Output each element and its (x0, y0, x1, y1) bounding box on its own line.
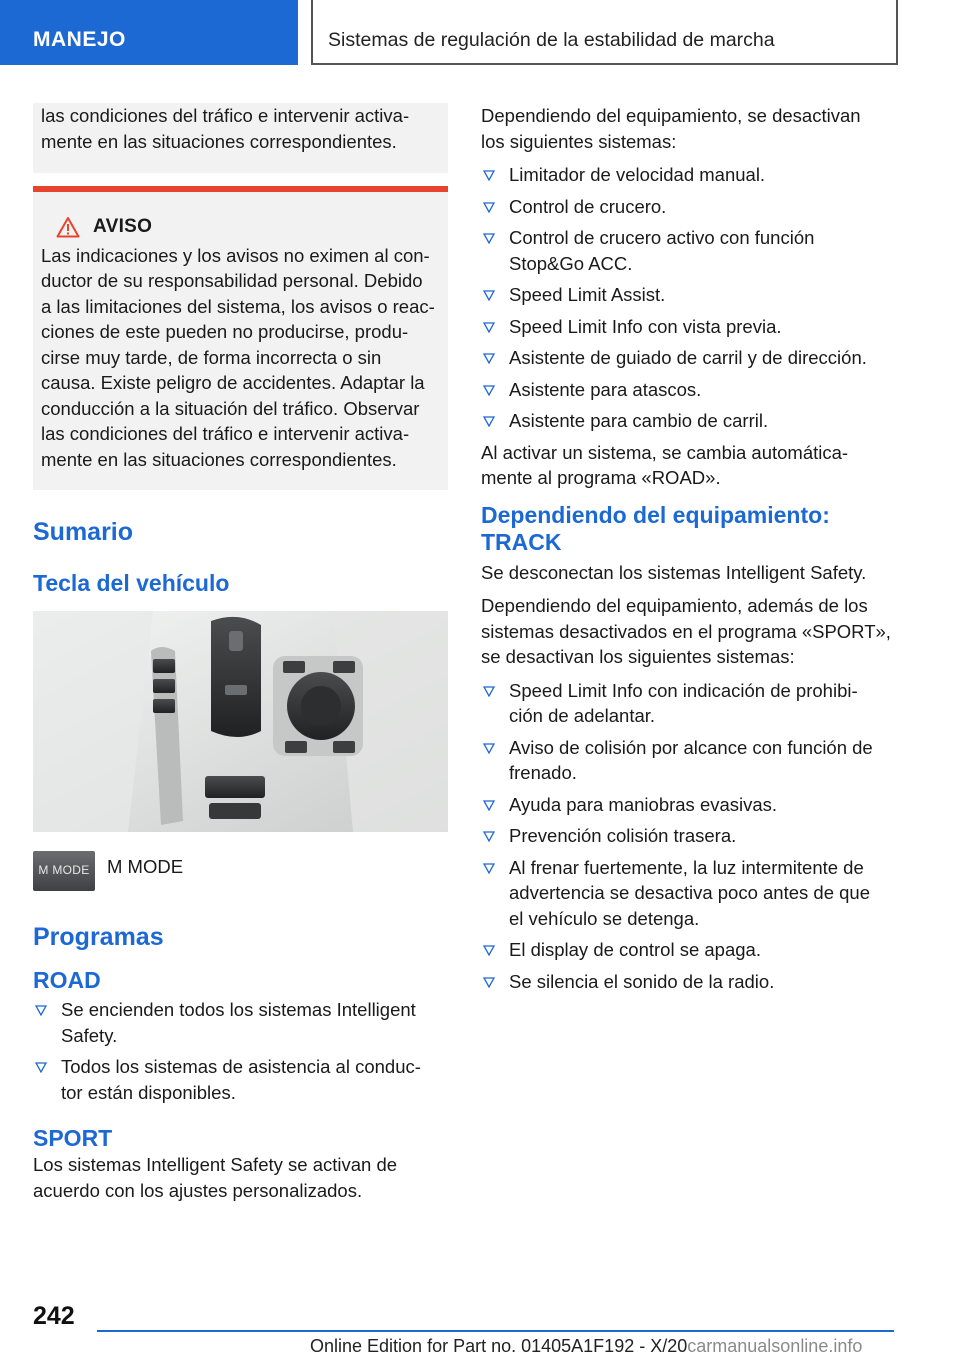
intro-paragraph (481, 103, 901, 154)
heading-track-line: TRACK (481, 528, 562, 555)
bullet-triangle-icon (35, 1062, 47, 1073)
center-console-illustration (33, 611, 448, 832)
warning-line: mente en las situaciones correspondientes. (41, 448, 397, 470)
bullet-triangle-icon (483, 863, 495, 874)
bullet-triangle-icon (483, 743, 495, 754)
warning-box (33, 186, 448, 490)
list-item-line: Control de crucero. (509, 195, 667, 217)
list-item-line: Asistente para atascos. (509, 378, 702, 400)
list-item (481, 377, 901, 403)
header-section-tab (0, 0, 298, 65)
heading-programas: Programas (33, 923, 164, 951)
warning-line: a las limitaciones del sistema, los avisos o reac- (41, 295, 435, 317)
list-item (481, 937, 901, 963)
bullet-triangle-icon (483, 353, 495, 364)
warning-line: cirse muy tarde, de forma incorrecta o sin (41, 346, 382, 368)
list-item (481, 855, 901, 932)
continued-line: las condiciones del tráfico e intervenir activa- (41, 105, 410, 126)
center-console-photo (33, 611, 448, 832)
continued-line: mente en las situaciones correspondientes. (41, 130, 397, 152)
warning-title-row (56, 214, 440, 240)
list-item-line: Asistente para cambio de carril. (509, 410, 769, 431)
track-p2-line: Dependiendo del equipamiento, además de los (481, 595, 868, 616)
list-item-line: Todos los sistemas de asistencia al conduc- (61, 1056, 421, 1077)
track-list (481, 678, 901, 995)
bullet-triangle-icon (483, 831, 495, 842)
bullet-triangle-icon (483, 800, 495, 811)
list-item-line: Speed Limit Info con vista previa. (509, 315, 782, 337)
list-item-line: El display de control se apaga. (509, 939, 761, 960)
track-paragraph-1: Se desconectan los sistemas Intelligent Safety. (481, 561, 867, 583)
list-item-line: Prevención colisión trasera. (509, 825, 737, 846)
bullet-triangle-icon (483, 385, 495, 396)
list-item (33, 1054, 448, 1105)
list-item-line: Se silencia el sonido de la radio. (509, 970, 775, 992)
list-item-line: frenado. (509, 762, 577, 783)
mmode-button-text: M MODE (38, 863, 90, 878)
list-item (481, 282, 901, 308)
list-item (481, 408, 901, 434)
list-item (481, 314, 901, 340)
list-item (481, 194, 901, 220)
track-p2-line: sistemas desactivados en el programa «SPORT», (481, 620, 891, 642)
list-item-line: Speed Limit Assist. (509, 284, 666, 305)
header-section-label: MANEJO (33, 28, 126, 51)
track-p2-line: se desactivan los siguientes sistemas: (481, 646, 795, 667)
heading-road: ROAD (33, 967, 101, 993)
heading-sumario: Sumario (33, 518, 134, 546)
list-item (481, 969, 901, 995)
list-item-line: Stop&Go ACC. (509, 252, 633, 274)
sport-text (33, 1152, 448, 1203)
list-item-line: Safety. (61, 1024, 118, 1046)
list-item (481, 162, 901, 188)
heading-track (481, 502, 901, 556)
bullet-triangle-icon (483, 945, 495, 956)
mmode-button-icon (33, 851, 95, 891)
bullet-triangle-icon (35, 1005, 47, 1016)
bullet-triangle-icon (483, 170, 495, 181)
header-title-box (311, 0, 898, 65)
sport-line: Los sistemas Intelligent Safety se activan de (33, 1154, 398, 1175)
list-item (33, 997, 448, 1048)
warning-line: ciones de este pueden no producirse, produ- (41, 321, 409, 342)
bullet-triangle-icon (483, 416, 495, 427)
bullet-triangle-icon (483, 290, 495, 301)
mmode-row (33, 851, 448, 891)
warning-triangle-icon (56, 216, 80, 238)
track-paragraph-2 (481, 593, 901, 670)
road-list (33, 997, 448, 1105)
footer-watermark: carmanualsonline.info (687, 1336, 863, 1356)
bullet-triangle-icon (483, 202, 495, 213)
bullet-triangle-icon (483, 686, 495, 697)
bullet-triangle-icon (483, 233, 495, 244)
footer-edition-text: Online Edition for Part no. 01405A1F192 - X/20 (310, 1336, 688, 1356)
mmode-label: M MODE (107, 856, 184, 877)
warning-line: Las indicaciones y los avisos no eximen al con- (41, 244, 430, 266)
list-item (481, 678, 901, 729)
intro-line: Dependiendo del equipamiento, se desactivan (481, 105, 861, 126)
bullet-triangle-icon (483, 977, 495, 988)
activate-line: Al activar un sistema, se cambia automática- (481, 441, 849, 463)
list-item-line: ción de adelantar. (509, 705, 656, 726)
heading-sport: SPORT (33, 1125, 113, 1151)
list-item-line: advertencia se desactiva poco antes de que (509, 882, 870, 903)
activate-line: mente al programa «ROAD». (481, 467, 721, 488)
list-item (481, 225, 901, 276)
list-item-line: el vehículo se detenga. (509, 907, 700, 929)
sport-line: acuerdo con los ajustes personalizados. (33, 1179, 363, 1201)
heading-tecla-vehiculo: Tecla del vehículo (33, 570, 230, 596)
list-item-line: Limitador de velocidad manual. (509, 164, 766, 185)
bullet-triangle-icon (483, 322, 495, 333)
intro-line: los siguientes sistemas: (481, 130, 677, 152)
header-title: Sistemas de regulación de la estabilidad de marcha (328, 29, 775, 51)
list-item-line: Control de crucero activo con función (509, 227, 815, 248)
list-item-line: Asistente de guiado de carril y de dirección. (509, 347, 867, 368)
warning-line: ductor de su responsabilidad personal. Debido (41, 270, 423, 291)
right-column (481, 103, 901, 1000)
list-item-line: Se encienden todos los sistemas Intelligent (61, 999, 416, 1020)
footer-edition (310, 1336, 862, 1357)
list-item (481, 345, 901, 371)
deactivated-list (481, 162, 901, 434)
left-column (33, 103, 448, 1203)
continued-notice-box (33, 103, 448, 173)
list-item-line: Speed Limit Info con indicación de prohibi- (509, 679, 858, 701)
warning-line: causa. Existe peligro de accidentes. Adaptar la (41, 372, 425, 393)
footer-divider (97, 1330, 894, 1332)
warning-title: AVISO (93, 216, 153, 237)
list-item-line: Aviso de colisión por alcance con función de (509, 736, 873, 758)
list-item-line: Al frenar fuertemente, la luz intermitente de (509, 856, 864, 878)
list-item (481, 735, 901, 786)
heading-track-line: Dependiendo del equipamiento: (481, 501, 830, 528)
page-number: 242 (33, 1302, 75, 1330)
list-item (481, 823, 901, 849)
warning-line: las condiciones del tráfico e intervenir activa- (41, 423, 410, 444)
list-item (481, 792, 901, 818)
list-item-line: tor están disponibles. (61, 1081, 236, 1103)
list-item-line: Ayuda para maniobras evasivas. (509, 793, 778, 815)
activate-paragraph (481, 440, 901, 491)
warning-line: conducción a la situación del tráfico. Observar (41, 397, 420, 419)
